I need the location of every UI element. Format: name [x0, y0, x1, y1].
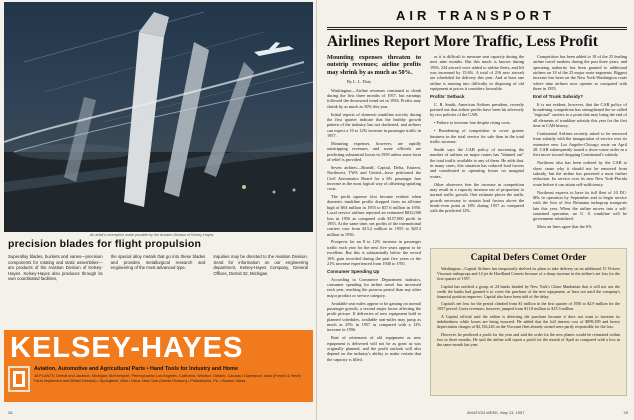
ad-body-col2: the special alloy metals that go into these blades and provides metallurgical research and engineering of the most advanced type.	[110, 254, 206, 271]
article-page	[317, 0, 634, 420]
paragraph: A Capital official said the airline is deferring the purchase because it does not want to increase its indebtedness while losses are being incurred. He added that the full interest cost of $899,299 and heavy depreciation charges of $2,156,245 on the Viscount fleet already owned were partly responsible for the loss.	[437, 313, 620, 330]
paragraph: Northeast expects to have its full fleet of 10 DC-6Bs in operation by September and to begin service with the first of five Britannia turboprop transports late this year. When the airline moves into a self-sustained operation, no U. S. trunkline will be government subsidized.	[533, 189, 627, 222]
paragraph: Continental Airlines recently asked to be removed from subsidy with the inauguration of service over its extensive new Los Angeles-Chicago route on April 28. CAB subsequently issued a show-cause order in a first move toward dropping Continental's subsidy.	[533, 131, 627, 158]
byline: By L. L. Doty	[347, 79, 372, 85]
paragraph: Smith says the CAB policy of increasing the number of airlines on major routes has "thinned out" the total traffic available to any of them. He adds that, in many cases, this situation has reduced load factors and contributed to operating losses on marginal routes.	[430, 146, 524, 179]
paragraph: • Broadening of competition to cover greater business in the total service for sale than in the total traffic increase.	[430, 128, 524, 144]
paragraph: Seven airlines—Braniff, Capital, Delta, Eastern, Northwest, TWA and United—have petitioned the Civil Aeronautics Board for a 6% passenger fare increase as the most logical way of offsetting spiraling costs.	[327, 164, 421, 192]
article-column-3	[533, 54, 627, 232]
paragraph: Competition has been added to 18 of the 25 leading airline travel markets during the past three years, and operating authority has been granted to additional airlines on 18 of the 25 major route segments. Biggest increase has been on the New York-Washington route where nine airlines now operate as compared with three in 1955.	[533, 54, 627, 92]
paragraph: • Failure to increase fare despite rising costs.	[434, 120, 511, 126]
article-headline: Airlines Report More Traffic, Less Profit	[327, 33, 598, 50]
page-number-right: 29	[623, 410, 628, 415]
sidebar-box-capital	[430, 248, 627, 396]
brand-name: KELSEY-HAYES	[10, 332, 244, 364]
jet-engine-blade-illustration	[4, 2, 313, 232]
ad-headline: precision blades for flight propulsion	[8, 238, 202, 250]
col1-paragraphs	[327, 88, 421, 267]
paragraph: Initial reports of domestic trunkline activity during the first quarter indicate that the healthy growth pattern of the industry has not slackened, and airlines can expect a 10 to 12% increase in passenger traffic in 1957.	[327, 111, 421, 138]
col3b-paragraphs	[533, 102, 627, 230]
section-rule-thin	[327, 29, 627, 30]
article-column-1	[327, 54, 421, 364]
paragraph: However, he predicted a profit for the year and said the order for the new planes would be reinstated within two or three months. He said the airline will report a profit for the month of April as compared with a loss in the same month last year.	[437, 331, 620, 347]
paragraph: Washington—Capital Airlines has temporarily shelved its plans to take delivery on an additional 15 Vickers Viscount turboprops and 14 jet de Havilland Comets because of a sharp increase in the airline's net loss for the first quarter of 1957.	[437, 266, 620, 282]
col2b-paragraphs	[430, 54, 524, 91]
paragraph: Other observers fear the increase in competition may result in a capacity increase out of proportion to normal traffic growth. One estimate places the traffic growth necessary to sustain load factors above the break-even point at 18% during 1957 as compared with the predicted 12%.	[430, 181, 524, 214]
paragraph: Prospects for an 8 to 12% increase in passenger traffic each year for the next five years appear to be excellent. But this is substantially below the record 16% gain recorded during the past five years or the 21% increase experienced from 1940 to 1951.	[327, 239, 421, 266]
brand-tagline: Aviation, Automotive and Agricultural Parts • Hand Tools for Industry and Home	[34, 366, 238, 372]
company-logo-icon	[8, 366, 30, 392]
magazine-folio: AVIATION WEEK, May 13, 1957	[467, 410, 525, 415]
page-number-left: 28	[8, 410, 13, 415]
ad-caption: An artist's conception made possible by the Aviation Division of Kelsey-Hayes.	[90, 233, 215, 237]
paragraph: Available seat miles appear to be gaining on normal passenger growth, a second major factor affecting the profit picture. If deliveries of new equipment hold to planned schedules, available seat-miles may jump as much as 25% in 1957 as compared with a 12% increase in 1956.	[327, 300, 421, 333]
article-deck: Mounting expenses threaten to outstrip revenues; airline profits may shrink by as much as 50%.	[327, 54, 421, 76]
paragraph: Capital has notified a group of 24 banks headed by New York's Chase Manhattan that it will not use the credit the banks had granted it to cover the purchase of the new equipment, at least not until the company's financial position improves. Capital also have been told of the delay.	[437, 283, 620, 299]
paragraph: C. R. Smith, American Airlines president, recently pointed out that airline profits have been hit adversely by two policies of the CAB:	[430, 101, 524, 118]
ad-body-col3: Inquiries may be directed to the Aviation Division. Send for information on our engineering department, Kelsey-Hayes Company, General Offices, Detroit 32, Michigan.	[213, 254, 309, 276]
paragraph: Rate of retirement of old equipment as new equipment is delivered will not be as great as was originally planned, and the profit outlook will also depend on the industry's ability to make certain that the capacity is filled.	[327, 335, 421, 362]
paragraph: Mounting expenses, however, are rapidly outstripping revenues, and some officials are predicting substantial losses in 1958 unless some form of relief is provided.	[327, 140, 421, 162]
sidebar-box-paragraphs	[437, 266, 620, 347]
plant-locations: 18 PLANTS: Detroit and Jackson, Michigan; McKeesport, Pennsylvania; Los Angeles, California; Windsor, Ontario, Canada • Davenport, Iowa (French & Hecht Farm Implement and Wheel Division) • Springfield, Ohio • Utica, New York (Heintz Division) • Philadelphia, Pa. • Boston, Mass.	[34, 374, 301, 383]
ad-body	[8, 254, 308, 282]
subhead-consumer-spending: Consumer Spending Up	[327, 269, 380, 275]
subhead-profits-setback: Profits' Setback	[430, 94, 465, 100]
col2-paragraphs	[327, 277, 421, 362]
col3-paragraphs	[533, 54, 627, 91]
ad-body-col1: Superalloy blades, buckets and vanes—precision components for rotating and static assemblies—are products of the Aviation Division of Kelsey-Hayes. Kelsey-Hayes also produces through its own coordinated facilities,	[8, 254, 103, 282]
paragraph: Capital's net loss for the period climbed from $1 million in the first quarter of 1956 to $2.9 million for the 1957 period. Gross revenues, however, jumped from $11.8 million to $15.5 million.	[437, 301, 620, 312]
paragraph: It is not evident, however, that the CAB policy of broadening competition has strengthened the so-called "regional" carriers to a point that may bring the end of all elements of trunkline subsidy this year for the first time in CAB history.	[533, 101, 627, 129]
ad-illustration	[4, 2, 313, 232]
section-rule	[327, 27, 627, 28]
sidebar-box-title: Capital Defers Comet Order	[470, 253, 587, 263]
subhead-end-of-subsidy: End of Trunk Subsidy?	[533, 94, 584, 100]
paragraph: Most air lines agree that the 6%	[537, 224, 592, 230]
article-column-2	[430, 54, 524, 216]
paragraph: or it is difficult to measure seat capacity during the next nine months. But this much is known during 1956, 234 aircraft were added to airline fleets, and lift was increased by 15.6%. A total of 216 new aircraft are scheduled for delivery this year. And at least one airline is running into difficulty in disposing of old equipment at prices it considers favorable.	[430, 54, 524, 92]
paragraph: Northeast also has been ordered by the CAB to show cause why it should not be removed from subsidy, but the airline has protested a most further reduction. Its service over its new New York-Florida route before it can attain self-sufficiency.	[533, 160, 627, 187]
paragraph: Washington—Airline revenues continued to climb during the first three months of 1957, but earnings followed the downward trend set in 1956. Profits may shrink by as much as 50% this year.	[327, 87, 421, 109]
paragraph: According to Commerce Department statistics, consumer spending for airline travel has increased each year, reaching the postwar period than any other major product or service category.	[327, 276, 421, 298]
col2c-paragraphs	[430, 102, 524, 214]
paragraph: The profit squeeze first became evident when domestic trunkline profits dropped from an all-time high of $63 million in 1955 to $37.6 million in 1956. Local service airlines reported an estimated $832,000 loss in 1956 as compared with $157,000 profit in 1955. At the same time, net profits of the international carriers rose from $13.2 million in 1955 to $20.3 million in 1956.	[327, 194, 421, 237]
section-title: AIR TRANSPORT	[396, 8, 555, 23]
